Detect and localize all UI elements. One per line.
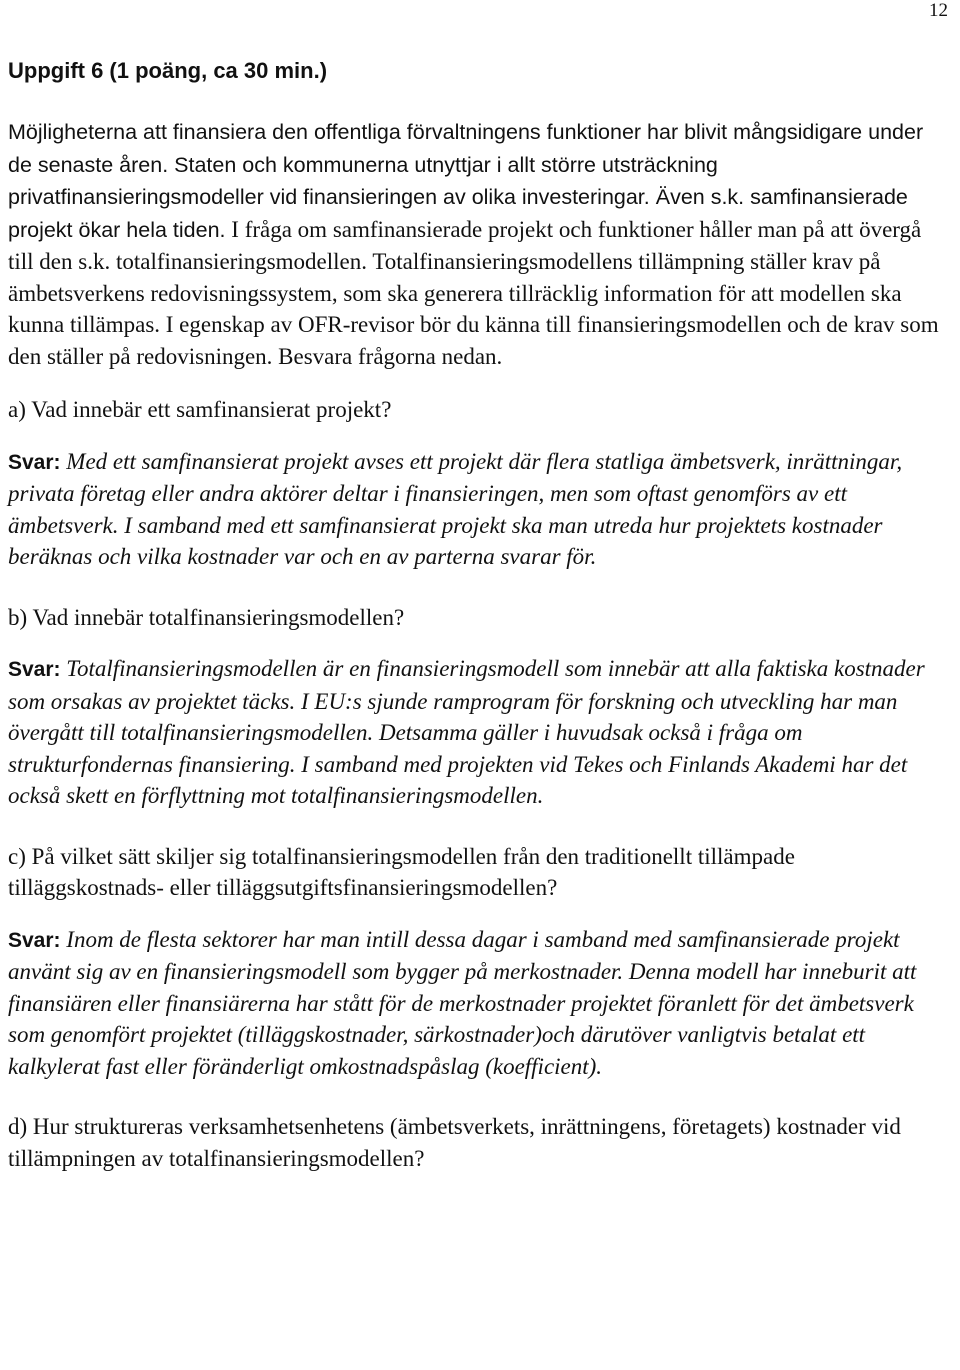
document-body <box>8 56 944 1194</box>
question-d: d) Hur struktureras verksamhetsenhetens (ämbetsverkets, inrättningens, företagets) kostnader vid tillämpningen av totalfinansieringsmodellen? <box>8 1114 901 1171</box>
page-number: 12 <box>929 0 948 21</box>
task-title: Uppgift 6 (1 poäng, ca 30 min.) <box>8 58 328 83</box>
answer-label: Svar: <box>8 928 61 952</box>
answer-a <box>8 446 944 573</box>
answer-c-text: Inom de flesta sektorer har man intill dessa dagar i samband med samfinansierade projekt använt sig av en finansieringsmodell som bygger på merkostnader. Denna modell har inneburit att finansiären eller finansiärerna har stått för de merkostnader projektet föranlett för det ämbetsverk som genomfört projektet (tilläggskostnader, särkostnader)och därutöver vanligtvis betalat ett kalkylerat fast eller föränderligt omkostnadspåslag (koefficient). <box>8 926 917 1079</box>
intro-part-1: Möjligheterna att finansiera den offentliga förvaltningens funktioner har blivit mångsidigare under de senaste åren. Staten och kommunerna utnyttjar i allt större utsträckning privatfinansieringsmodeller vid finansieringen av olika investeringar. Även s.k. samfinansierade projekt ökar hela tiden. <box>8 120 924 242</box>
intro-paragraph <box>8 116 944 372</box>
answer-label: Svar: <box>8 658 61 681</box>
question-c: c) På vilket sätt skiljer sig totalfinansieringsmodellen från den traditionellt tillämpade tilläggskostnads- eller tilläggsutgiftsfinansieringsmodellen? <box>8 843 795 900</box>
question-a: a) Vad innebär ett samfinansierat projekt? <box>8 397 392 422</box>
answer-b-text: Totalfinansieringsmodellen är en finansieringsmodell som innebär att alla faktiska kostnader som orsakas av projektet täcks. I EU:s sjunde ramprogram för forskning och utveckling har man övergått till totalfinansieringsmodellen. Detsamma gäller i huvudsak också i fråga om strukturfondernas finansiering. I samband med projekten vid Tekes och Finlands Akademi har det också skett en förflyttning mot totalfinansieringsmodellen. <box>8 656 925 808</box>
intro-part-2: I fråga om samfinansierade projekt och funktioner håller man på att övergå till den s.k. totalfinansieringsmodellen. Totalfinansieringsmodellens tillämpning ställer krav på ämbetsverkens redovisningssystem, som ska generera tillräcklig information för att modellen ska kunna tillämpas. I egenskap av OFR-revisor bör du känna till finansieringsmodellen och de krav som den ställer på redovisningen. Besvara frågorna nedan. <box>8 216 939 369</box>
answer-label: Svar: <box>8 450 61 474</box>
question-b: b) Vad innebär totalfinansieringsmodellen? <box>8 604 405 630</box>
answer-b <box>8 653 944 812</box>
answer-a-text: Med ett samfinansierat projekt avses ett projekt där flera statliga ämbetsverk, inrättningar, privata företag eller andra aktörer deltar i finansieringen, men som oftast genomförs av ett ämbetsverk. I samband med ett samfinansierat projekt ska man utreda hur projektets kostnader beräknas och vilka kostnader var och en av parterna svarar för. <box>8 448 903 569</box>
answer-c <box>8 924 944 1083</box>
